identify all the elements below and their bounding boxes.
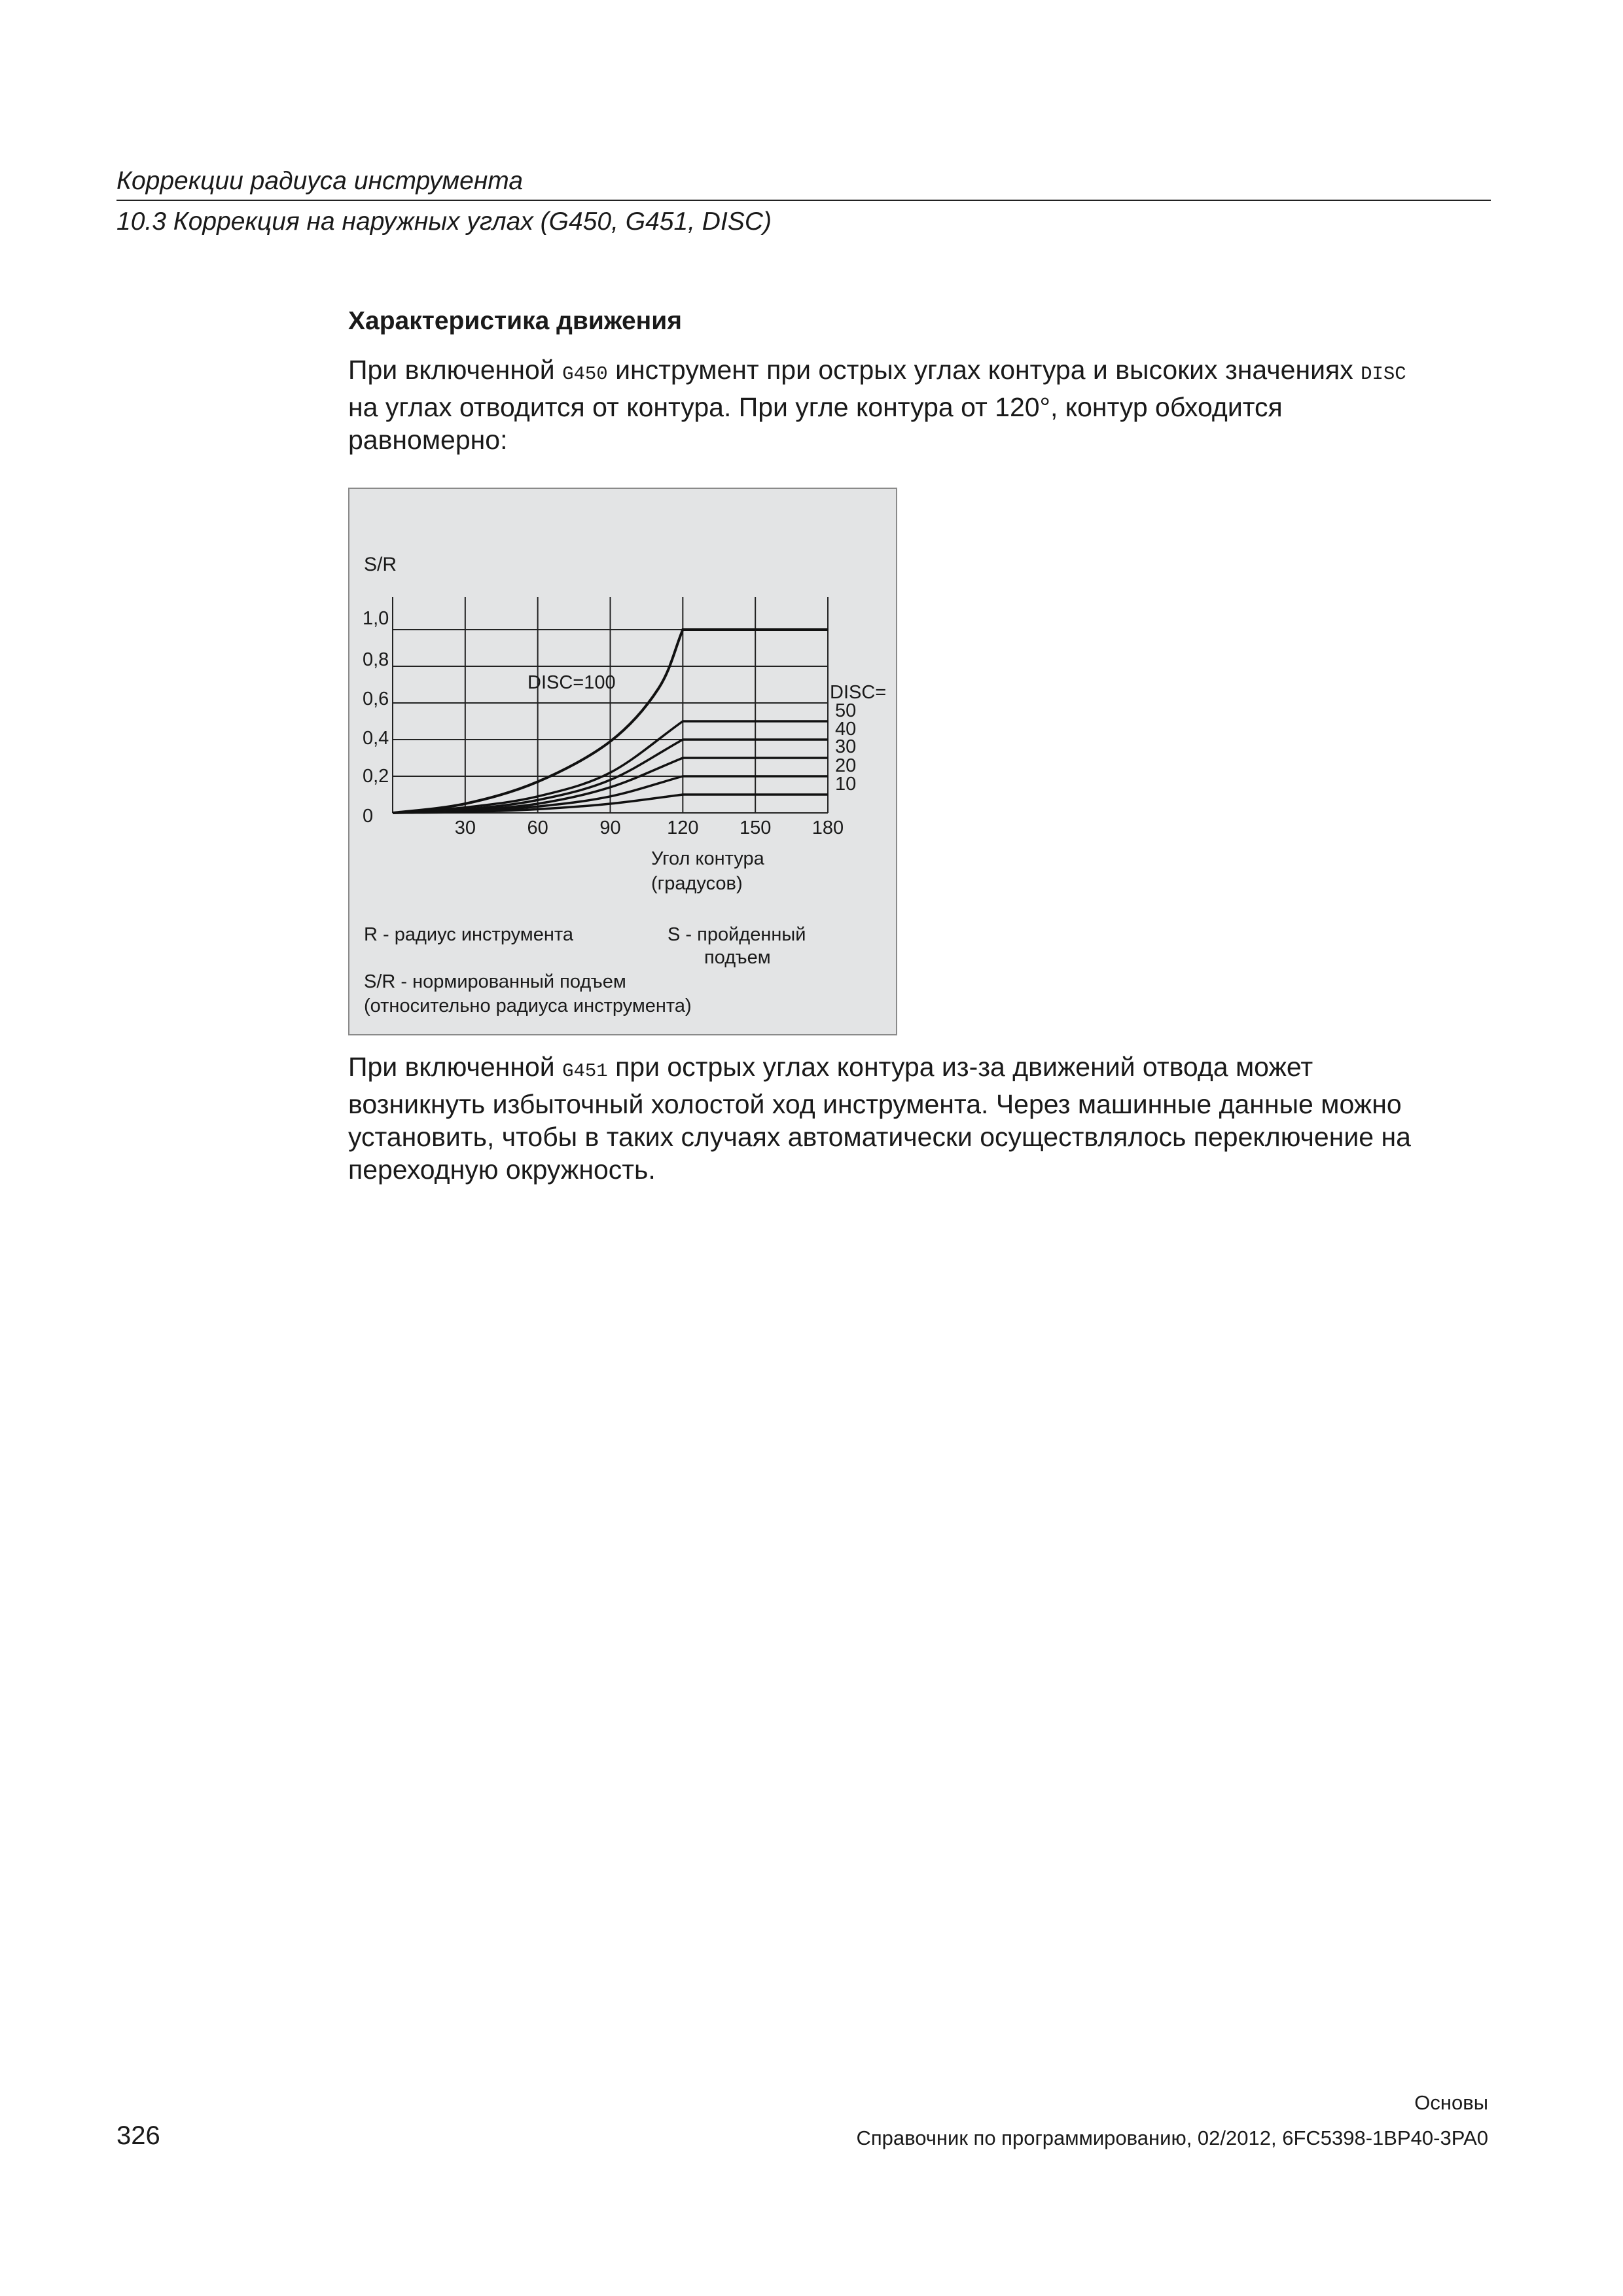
paragraph-line: возникнуть избыточный холостой ход инструмента. Через машинные данные можно	[348, 1089, 1402, 1119]
chart-labels	[363, 554, 886, 1016]
running-header-section: 10.3 Коррекция на наружных углах (G450, G451, DISC)	[116, 207, 772, 236]
paragraph-line: При включенной G451 при острых углах контура из-за движений отвода может	[348, 1052, 1313, 1082]
paragraph-line: При включенной G450 инструмент при острых углах контура и высоких значениях DISC	[348, 355, 1406, 385]
header-rule	[116, 200, 1491, 201]
note-sr: S/R - нормированный подъем	[364, 971, 626, 992]
code-g451: G451	[562, 1060, 608, 1082]
series-label-10: 10	[835, 774, 857, 795]
disc-chart	[349, 489, 896, 1034]
y-tick-label: 1,0	[363, 608, 389, 629]
y-tick-label: 0,6	[363, 689, 389, 709]
x-tick-label: 30	[454, 817, 476, 838]
y-tick-label: 0,8	[363, 649, 389, 670]
series-label-50: 50	[835, 700, 857, 721]
section-title: Характеристика движения	[348, 307, 682, 335]
series-label-disc-100: DISC=100	[527, 672, 616, 693]
paragraph-line: установить, чтобы в таких случаях автоматически осуществлялось переключение на	[348, 1122, 1411, 1152]
paragraph-line: равномерно:	[348, 425, 508, 455]
footer-reference: Справочник по программированию, 02/2012, 6FC5398-1BP40-3PA0	[856, 2126, 1488, 2149]
series-label-20: 20	[835, 755, 857, 776]
motion-characteristic-figure	[348, 488, 897, 1035]
y-tick-label: 0,4	[363, 728, 389, 749]
series-label-30: 30	[835, 736, 857, 757]
note-s-cont: подъем	[704, 947, 771, 968]
x-axis-label-unit: (градусов)	[651, 873, 743, 894]
x-tick-label: 120	[667, 817, 699, 838]
y-axis-label: S/R	[364, 554, 397, 575]
running-header-chapter: Коррекции радиуса инструмента	[116, 167, 524, 195]
x-axis-label: Угол контура	[651, 848, 764, 869]
y-tick-label: 0,2	[363, 766, 389, 787]
page-number: 326	[116, 2121, 160, 2150]
x-tick-label: 90	[599, 817, 621, 838]
code-disc: DISC	[1361, 363, 1406, 385]
paragraph-line: на углах отводится от контура. При угле контура от 120°, контур обходится	[348, 392, 1283, 422]
note-r: R - радиус инструмента	[364, 924, 573, 945]
x-tick-label: 180	[812, 817, 844, 838]
code-g450: G450	[562, 363, 608, 385]
legend-title: DISC=	[830, 682, 887, 703]
y-tick-label: 0	[363, 806, 374, 827]
note-sr-cont: (относительно радиуса инструмента)	[364, 996, 692, 1016]
paragraph-g451	[348, 1050, 1500, 1186]
series-label-40: 40	[835, 719, 857, 740]
x-tick-label: 150	[739, 817, 772, 838]
paragraph-line: переходную окружность.	[348, 1155, 656, 1185]
footer-title: Основы	[1414, 2091, 1488, 2114]
paragraph-g450	[348, 353, 1500, 456]
x-tick-label: 60	[527, 817, 548, 838]
note-s: S - пройденный	[668, 924, 806, 945]
